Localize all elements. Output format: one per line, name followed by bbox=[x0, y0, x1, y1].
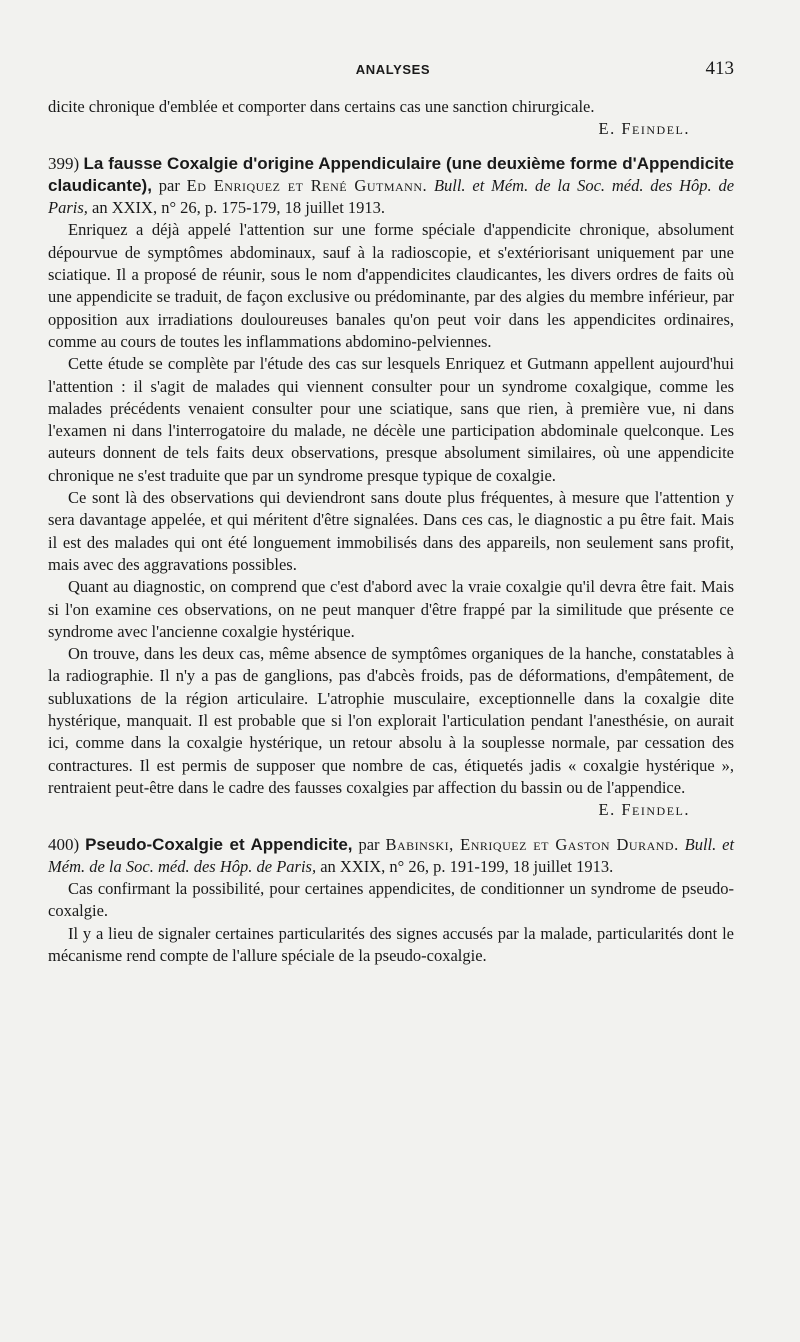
entry-heading bbox=[48, 153, 734, 220]
entry-number: 400) bbox=[48, 834, 80, 854]
entry-paragraph: Cette étude se complète par l'étude des cas sur lesquels Enriquez et Gutmann appellent aujourd'hui l'attention : il s'agit de malades qui viennent consulter pour un syndrome coxalgique, comme les malades précédents venaient consulter pour une sciatique, sans que rien, à première vue, ni dans l'examen ni dans l'interrogatoire du malade, ne décèle une participation abdominale quelconque. Les auteurs donnent de tels faits deux observations, presque absolument similaires, où une appendicite chronique ne s'est traduite que par un syndrome presque typique de coxalgie. bbox=[48, 354, 734, 485]
entry-title: Pseudo-Coxalgie et Appendicite, bbox=[85, 834, 353, 854]
entry-paragraph: Quant au diagnostic, on comprend que c'est d'abord avec la vraie coxalgie qu'il devra être fait. Mais si l'on examine ces observations, on ne peut manquer d'être frappé par la similitude que présente ce syndrome avec l'ancienne coxalgie hystérique. bbox=[48, 577, 734, 641]
entry-400 bbox=[48, 834, 734, 968]
continuation-text: dicite chronique d'emblée et comporter dans certains cas une sanction chirurgicale. bbox=[48, 97, 595, 116]
entry-journal: Bull. et Mém. de la Soc. méd. des Hôp. de Paris, bbox=[48, 175, 735, 218]
entry-par: par bbox=[358, 834, 380, 854]
entry-paragraph: Cas confirmant la possibilité, pour certaines appendicites, de conditionner un syndrome de pseudo-coxalgie. bbox=[48, 879, 734, 921]
entry-number: 399) bbox=[48, 153, 80, 173]
entry-ref-details: an XXIX, n° 26, p. 191-199, 18 juillet 1913. bbox=[320, 856, 614, 876]
entry-title: La fausse Coxalgie d'origine Appendiculaire (une deuxième forme d'Appendicite claudicante), bbox=[48, 153, 734, 195]
entry-paragraph: Enriquez a déjà appelé l'attention sur une forme spéciale d'appendicite chronique, absolument dépourvue de symptômes abdominaux, sauf à la radioscopie, et s'extériorisant uniquement par une sciatique. Il a proposé de réunir, sous le nom d'appendicites claudicantes, les divers ordres de faits où une appendicite se traduit, de façon exclusive ou prédominante, par des algies du membre inférieur, par opposition aux irradiations douloureuses banales qu'on peut voir dans les appendicites ordinaires, comme au cours de toutes les inflammations abdomino-pelviennes. bbox=[48, 220, 734, 351]
page-content bbox=[48, 96, 734, 967]
entry-ref-details: an XXIX, n° 26, p. 175-179, 18 juillet 1913. bbox=[92, 198, 386, 218]
entry-heading bbox=[48, 834, 734, 879]
entry-par: par bbox=[158, 175, 180, 195]
entry-399 bbox=[48, 153, 734, 822]
entry-paragraph: On trouve, dans les deux cas, même absence de symptômes organiques de la hanche, constatables à la radiographie. Il n'y a pas de ganglions, pas d'abcès froids, pas de déformations, d'empâtement, de subluxations de la région articulaire. L'atrophie musculaire, exceptionnelle dans la coxalgie dite hystérique, manquait. Il est probable que si l'on explorait l'articulation pendant l'anesthésie, on aurait ici, comme dans la coxalgie hystérique, un retour absolu à la souplesse normale, par cessation des contractures. Il est permis de supposer que nombre de cas, étiquetés jadis « coxalgie hystérique », rentraient peut-être dans le cadre des fausses coxalgies par affection du bassin ou de l'appendice. bbox=[48, 644, 734, 797]
entry-paragraph: Il y a lieu de signaler certaines particularités des signes accusés par la malade, particularités dont le mécanisme rend compte de l'allure spéciale de la pseudo-coxalgie. bbox=[48, 923, 734, 965]
running-head: ANALYSES bbox=[355, 62, 431, 77]
entry-paragraph: Ce sont là des observations qui deviendront sans doute plus fréquentes, à mesure que l'attention y sera davantage appelée, et qui méritent d'être signalées. Dans ces cas, le diagnostic a pu être fait. Mais il est des malades qui ont été longuement immobilisés dans des appareils, non seulement sans profit, mais avec des aggravations possibles. bbox=[48, 488, 734, 574]
page-header bbox=[48, 58, 738, 82]
entry-authors: Ed Enriquez et René Gutmann. bbox=[186, 175, 428, 195]
continuation-signature: E. Feindel. bbox=[598, 119, 690, 139]
page-number: 413 bbox=[705, 58, 734, 79]
entry-journal: Bull. et Mém. de la Soc. méd. des Hôp. de Paris, bbox=[48, 834, 735, 876]
entry-authors: Babinski, Enriquez et Gaston Durand. bbox=[385, 834, 679, 854]
entry-signature: E. Feindel. bbox=[598, 800, 690, 820]
